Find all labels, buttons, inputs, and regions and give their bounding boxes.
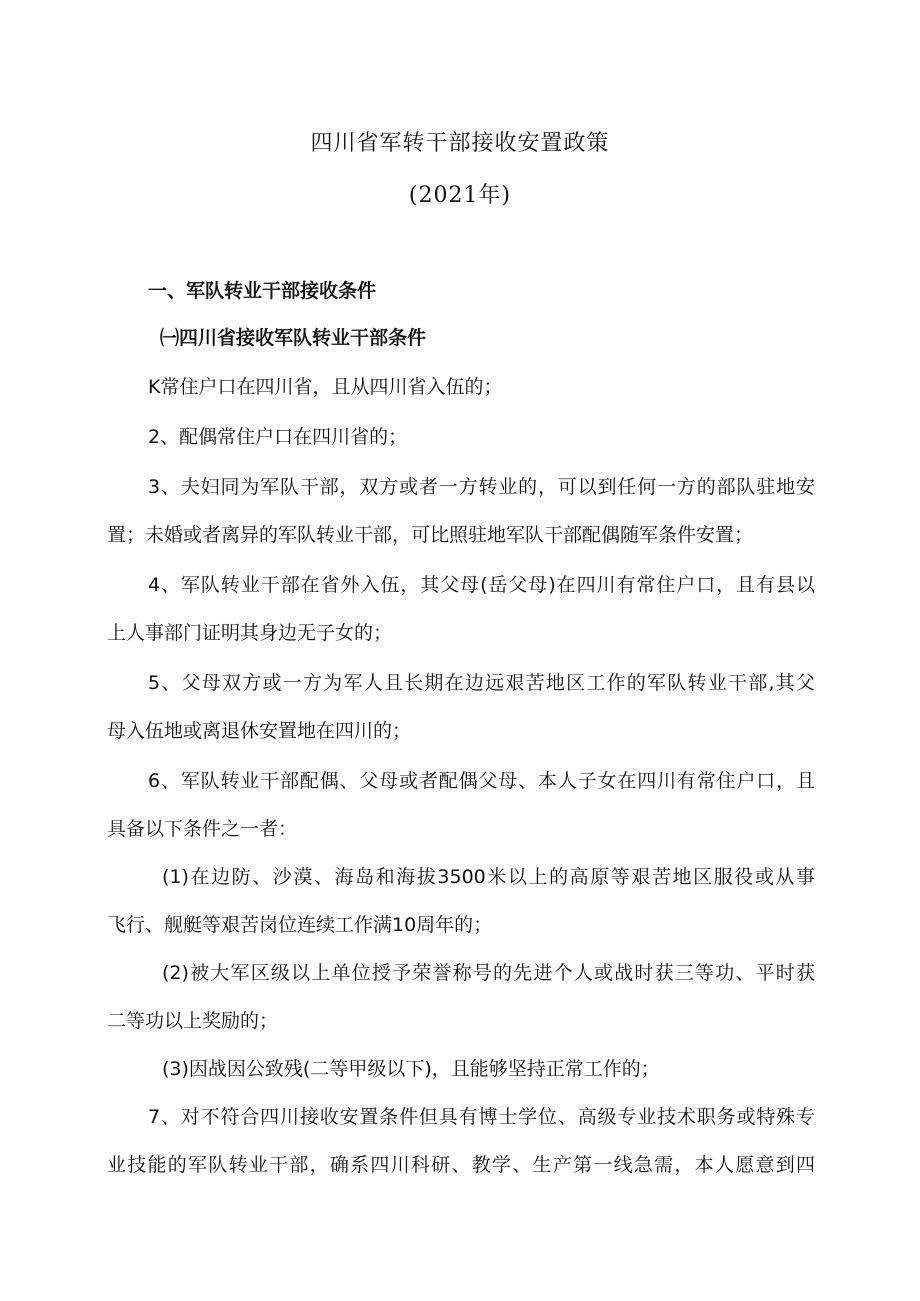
paragraph-line: 3、夫妇同为军队干部，双方或者一方转业的，可以到任何一方的部队驻地安 [148, 476, 815, 498]
paragraph-line: 4、军队转业干部在省外入伍，其父母(岳父母)在四川有常住户口，且有县以 [148, 574, 815, 596]
document-year: (2021年) [408, 183, 512, 208]
paragraph-line: 上人事部门证明其身边无子女的； [107, 622, 393, 644]
paragraph-line: 业技能的军队转业干部，确系四川科研、教学、生产第一线急需，本人愿意到四 [107, 1154, 815, 1176]
document-title: 四川省军转干部接收安置政策 [310, 131, 610, 156]
paragraph-line: 6、军队转业干部配偶、父母或者配偶父母、本人子女在四川有常住户口，且 [148, 770, 815, 792]
paragraph-line: 二等功以上奖励的； [107, 1010, 279, 1032]
paragraph-line: 2、配偶常住户口在四川省的； [148, 426, 408, 448]
paragraph-line: 飞行、舰艇等艰苦岗位连续工作满10周年的； [107, 914, 493, 936]
paragraph-line: 具备以下条件之一者： [107, 818, 298, 840]
paragraph-line: 7、对不符合四川接收安置条件但具有博士学位、高级专业技术职务或特殊专 [148, 1106, 815, 1128]
paragraph-line: 置；未婚或者离异的军队转业干部，可比照驻地军队干部配偶随军条件安置； [107, 524, 754, 546]
subsection-heading: ㈠四川省接收军队转业干部条件 [160, 327, 427, 349]
section-heading: 一、军队转业干部接收条件 [148, 280, 377, 302]
paragraph-line: (1)在边防、沙漠、海岛和海拔3500米以上的高原等艰苦地区服役或从事 [162, 866, 815, 888]
paragraph-line: 母入伍地或离退休安置地在四川的； [107, 720, 412, 742]
paragraph-line: 5、父母双方或一方为军人且长期在边远艰苦地区工作的军队转业干部,其父 [148, 672, 815, 694]
paragraph-line: K常住户口在四川省，且从四川省入伍的； [148, 376, 503, 398]
paragraph-line: (3)因战因公致残(二等甲级以下)，且能够坚持正常工作的； [162, 1058, 660, 1080]
paragraph-line: (2)被大军区级以上单位授予荣誉称号的先进个人或战时获三等功、平时获 [162, 962, 815, 984]
